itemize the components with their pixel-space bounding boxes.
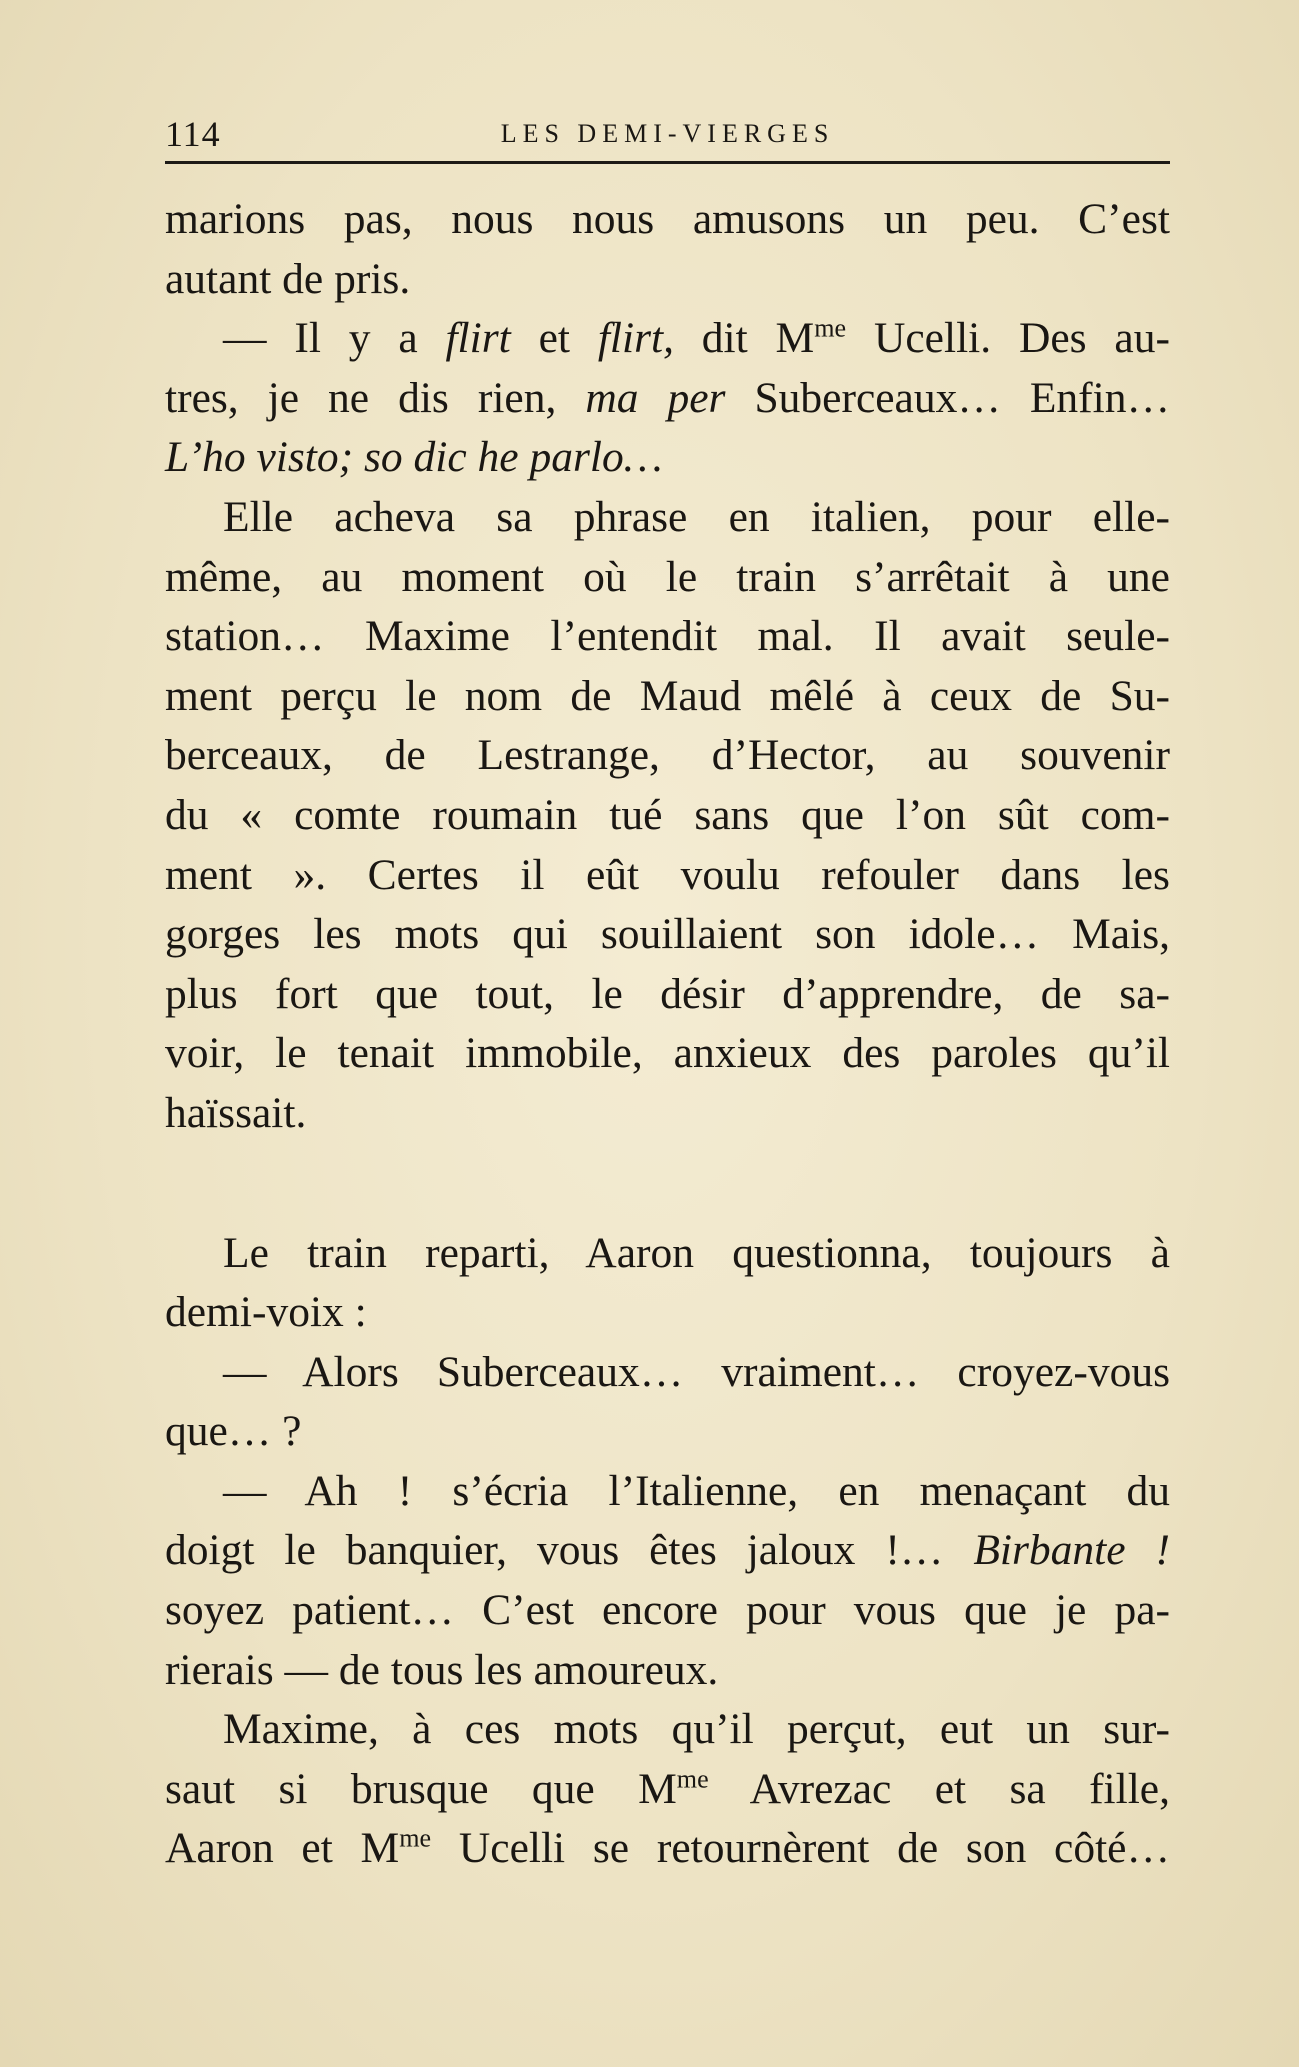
italic-run: flirt bbox=[445, 314, 511, 363]
text-run: dit M bbox=[673, 314, 815, 363]
paragraph-2 bbox=[165, 309, 1170, 488]
text-line: haïssait. bbox=[165, 1088, 307, 1137]
book-page bbox=[165, 105, 1170, 2025]
text-run: saut si brusque que M bbox=[165, 1764, 677, 1813]
text-line: du « comte roumain tué sans que l’on sût com- bbox=[165, 790, 1170, 839]
text-line: berceaux, de Lestrange, d’Hector, au souvenir bbox=[165, 731, 1170, 780]
text-line: — Ah ! s’écria l’Italienne, en menaçant du bbox=[223, 1466, 1170, 1515]
text-line: station… Maxime l’entendit mal. Il avait seule- bbox=[165, 612, 1170, 661]
text-run: Avrezac et sa fille, bbox=[708, 1764, 1170, 1813]
text-line: autant de pris. bbox=[165, 254, 411, 303]
text-line bbox=[165, 1819, 1170, 1879]
superscript: me bbox=[399, 1823, 432, 1853]
text-line bbox=[165, 1521, 1170, 1581]
text-run: Suberceaux… Enfin… bbox=[725, 373, 1170, 422]
italic-run: L’ho visto; so dic he parlo… bbox=[165, 433, 663, 482]
body-text bbox=[165, 190, 1170, 1879]
text-line: Elle acheva sa phrase en italien, pour elle- bbox=[223, 492, 1170, 541]
text-line: que… ? bbox=[165, 1407, 302, 1456]
superscript: me bbox=[676, 1764, 709, 1794]
text-run: Aaron et M bbox=[165, 1824, 400, 1873]
page-number: 114 bbox=[165, 114, 221, 154]
text-line bbox=[165, 428, 1170, 488]
paragraph-1 bbox=[165, 190, 1170, 309]
text-run: Ucelli se retournèrent de son côté… bbox=[431, 1824, 1170, 1873]
paragraph-3 bbox=[165, 488, 1170, 1144]
paragraph-5 bbox=[165, 1343, 1170, 1462]
text-line bbox=[165, 1760, 1170, 1820]
text-line: voir, le tenait immobile, anxieux des paroles qu’il bbox=[165, 1029, 1170, 1078]
text-line: — Alors Suberceaux… vraiment… croyez-vous bbox=[223, 1347, 1170, 1396]
paragraph-7 bbox=[165, 1700, 1170, 1879]
text-line: Le train reparti, Aaron questionna, toujours à bbox=[223, 1228, 1170, 1277]
text-run: Ucelli. Des au- bbox=[846, 314, 1170, 363]
text-line: gorges les mots qui souillaient son idole… Mais, bbox=[165, 910, 1170, 959]
paragraph-4 bbox=[165, 1224, 1170, 1343]
text-line: marions pas, nous nous amusons un peu. C’est bbox=[165, 195, 1170, 243]
text-line bbox=[165, 369, 1170, 429]
text-line: même, au moment où le train s’arrêtait à une bbox=[165, 552, 1170, 601]
paragraph-6 bbox=[165, 1462, 1170, 1700]
text-line bbox=[165, 309, 1170, 369]
text-line: rierais — de tous les amoureux. bbox=[165, 1645, 719, 1694]
text-line: ment perçu le nom de Maud mêlé à ceux de Su- bbox=[165, 671, 1170, 720]
text-run: tres, je ne dis rien, bbox=[165, 373, 586, 422]
text-line: plus fort que tout, le désir d’apprendre, de sa- bbox=[165, 969, 1170, 1018]
text-line: soyez patient… C’est encore pour vous que je pa- bbox=[165, 1586, 1170, 1635]
superscript: me bbox=[814, 313, 847, 343]
running-head bbox=[165, 105, 1170, 164]
text-line: Maxime, à ces mots qu’il perçut, eut un sur- bbox=[223, 1705, 1170, 1754]
text-run: et bbox=[510, 314, 598, 363]
italic-run: flirt, bbox=[597, 314, 674, 363]
italic-run: Birbante ! bbox=[973, 1526, 1170, 1575]
running-title: LES DEMI-VIERGES bbox=[500, 119, 835, 148]
section-break bbox=[165, 1144, 1170, 1224]
text-run: — Il y a bbox=[223, 314, 446, 363]
text-line: demi-voix : bbox=[165, 1288, 367, 1337]
italic-run: ma per bbox=[585, 373, 726, 422]
text-run: doigt le banquier, vous êtes jaloux !… bbox=[165, 1526, 974, 1575]
text-line: ment ». Certes il eût voulu refouler dans les bbox=[165, 850, 1170, 899]
